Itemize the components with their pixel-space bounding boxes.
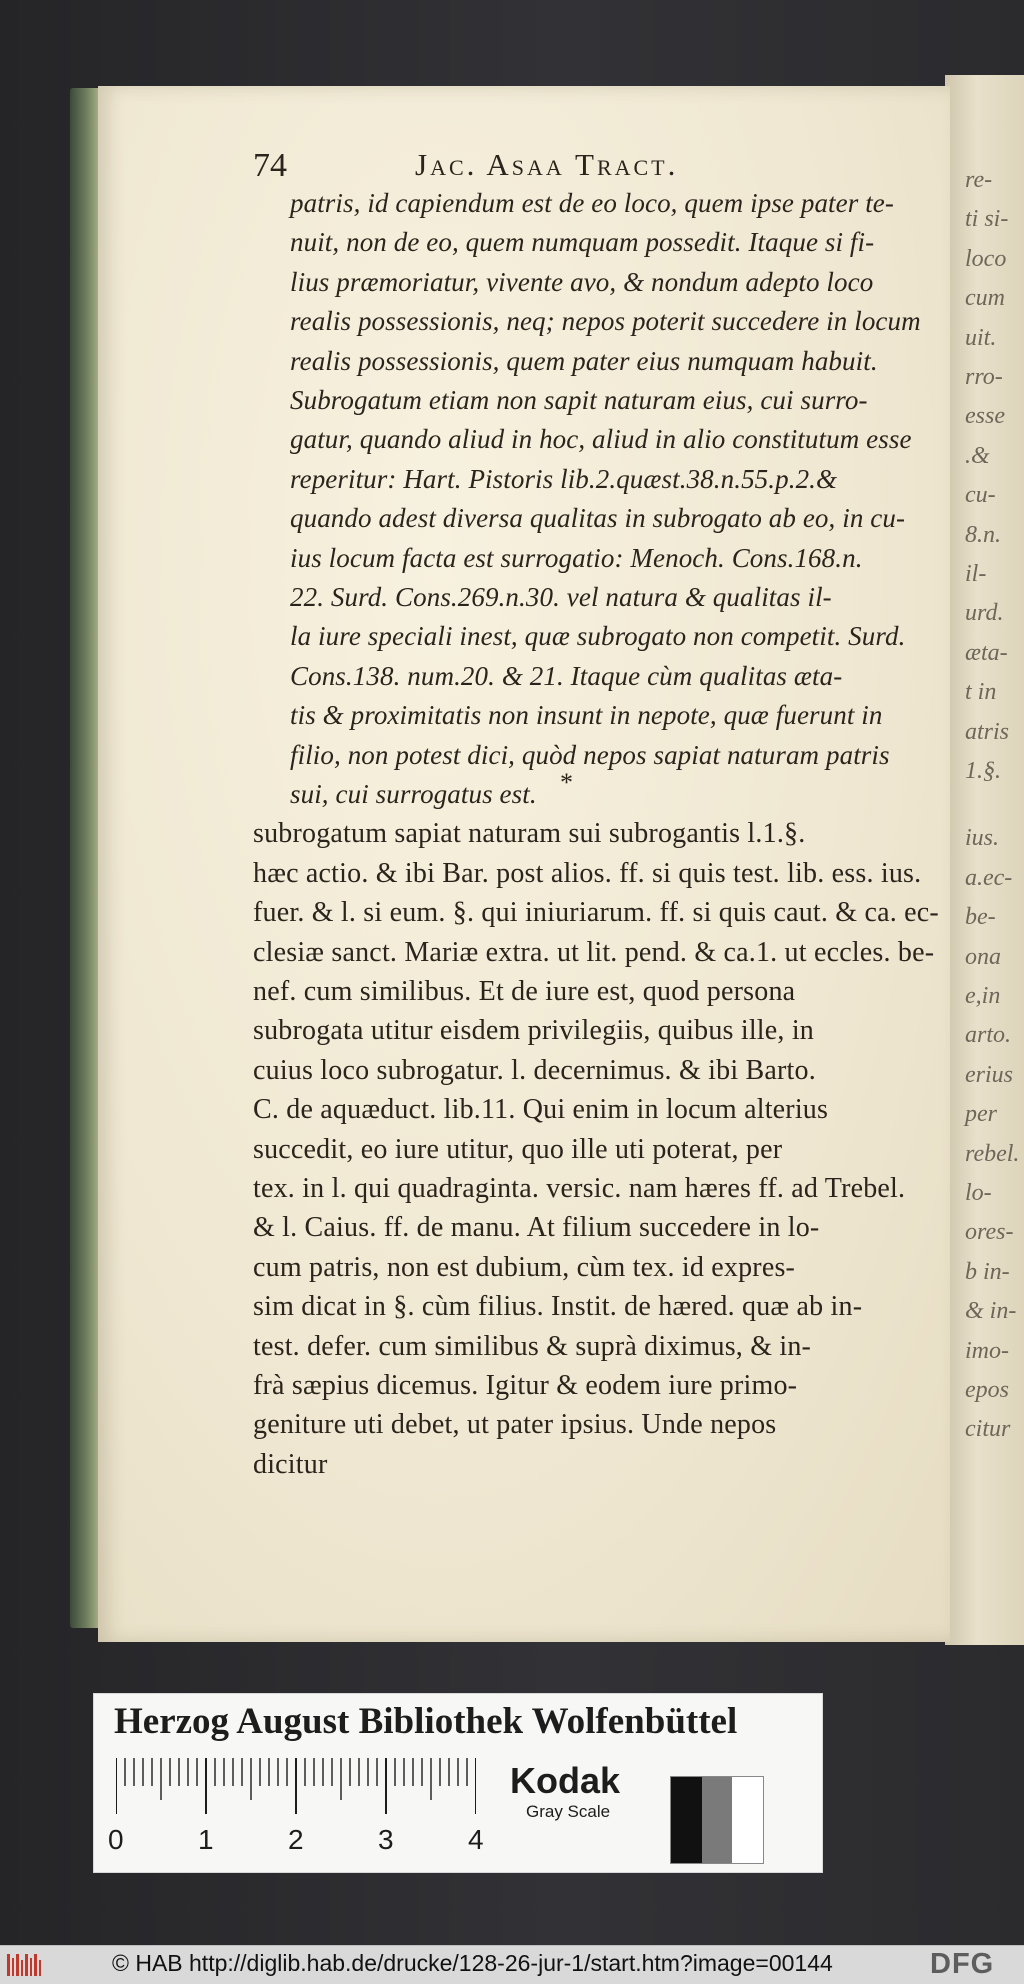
footer-bar (0, 1945, 1024, 1984)
adjacent-page-fragment: t in (965, 679, 997, 706)
adjacent-page-fragment: æta- (965, 639, 1008, 666)
adjacent-page-fragment: e,in (965, 983, 1001, 1009)
adjacent-page-fragment: imo- (965, 1337, 1009, 1364)
text-line: cuius loco subrogatur. l. decernimus. & ibi Barto. (253, 1054, 816, 1086)
adjacent-page-fragment: 1.§. (965, 758, 1001, 784)
adjacent-page-fragment: rebel. (965, 1140, 1020, 1167)
gray-swatch (702, 1777, 733, 1863)
text-line: 22. Surd. Cons.269.n.30. vel natura & qualitas il- (290, 582, 832, 612)
kodak-logo: Kodak (510, 1760, 621, 1801)
text-line: subrogata utitur eisdem privilegiis, quibus ille, in (253, 1015, 814, 1047)
hab-barcode-icon (6, 1952, 46, 1978)
text-line: cum patris, non est dubium, cùm tex. id expres- (253, 1251, 796, 1283)
text-line: tex. in l. qui quadraginta. versic. nam hæres ff. ad Trebel. (253, 1173, 906, 1204)
text-line: tis & proximitatis non insunt in nepote, quæ fuerunt in (290, 700, 883, 731)
text-line: hæc actio. & ibi Bar. post alios. ff. si quis test. lib. ess. ius. (253, 857, 922, 889)
text-line: dicitur (253, 1448, 328, 1480)
text-line: Cons.138. num.20. & 21. Itaque cùm qualitas æta- (290, 660, 843, 691)
text-line: realis possessionis, neq; nepos poterit succedere in locum (290, 306, 921, 337)
ruler-label: 2 (288, 1824, 304, 1855)
page-number: 74 (253, 147, 287, 184)
adjacent-page-fragment: cum (965, 285, 1005, 312)
adjacent-page-fragment: re- (965, 167, 993, 193)
text-line: la iure speciali inest, quæ subrogato non competit. Surd. (290, 621, 906, 652)
gray-scale-swatches (670, 1776, 764, 1864)
ruler-label: 0 (108, 1824, 124, 1855)
text-line: subrogatum sapiat naturam sui subrogantis l.1.§. (253, 818, 806, 850)
text-line: sui, cui surrogatus est. (290, 779, 537, 809)
adjacent-page-fragment: erius (965, 1061, 1013, 1088)
adjacent-page-fragment: cu- (965, 482, 996, 509)
adjacent-page-fragment: atris (965, 718, 1010, 745)
adjacent-page-fragment: arto. (965, 1022, 1012, 1049)
adjacent-page-fragment: per (965, 1101, 997, 1128)
adjacent-page-fragment: uit. (965, 324, 997, 351)
text-line: geniture uti debet, ut pater ipsius. Unde nepos (253, 1409, 777, 1441)
text-line: fuer. & l. si eum. §. qui iniuriarum. ff. si quis caut. & ca. ec- (253, 897, 939, 929)
adjacent-page-fragment: urd. (965, 600, 1004, 627)
adjacent-page-fragment: loco (965, 245, 1007, 272)
adjacent-page-fragment: 8.n. (965, 521, 1001, 548)
ruler-label: 4 (468, 1824, 484, 1855)
text-line: quando adest diversa qualitas in subrogato ab eo, in cu- (290, 503, 906, 534)
text-line: filio, non potest dici, quòd nepos sapiat naturam patris (290, 739, 890, 770)
ruler-scale (116, 1756, 476, 1816)
text-line: Subrogatum etiam non sapit naturam eius, cui surro- (290, 385, 868, 415)
adjacent-page-fragment: epos (965, 1377, 1009, 1403)
text-line: nuit, non de eo, quem numquam possedit. Itaque si fi- (290, 227, 875, 258)
adjacent-page-fragment: a.ec- (965, 864, 1013, 891)
running-head: Jac. Asaa Tract. (415, 147, 679, 182)
adjacent-page-fragment: il- (965, 561, 987, 587)
insertion-mark: * (560, 768, 573, 797)
text-line: test. defer. cum similibus & suprà diximus, & in- (253, 1330, 812, 1362)
page-header (253, 147, 933, 191)
adjacent-page-fragment: & in- (965, 1298, 1017, 1325)
text-line: ius locum facta est surrogatio: Menoch. Cons.168.n. (290, 542, 863, 573)
gray-swatch (671, 1777, 702, 1863)
footer-permalink[interactable]: © HAB http://diglib.hab.de/drucke/128-26-jur-1/start.htm?image=00144 (112, 1950, 833, 1976)
adjacent-page-fragment: ona (965, 943, 1001, 970)
text-line: & l. Caius. ff. de manu. At filium succedere in lo- (253, 1212, 820, 1244)
gray-swatch (732, 1777, 763, 1863)
text-line: nef. cum similibus. Et de iure est, quod persona (253, 976, 796, 1007)
text-line: patris, id capiendum est de eo loco, quem ipse pater te- (290, 188, 894, 218)
text-line: sim dicat in §. cùm filius. Instit. de hæred. quæ ab in- (253, 1291, 863, 1323)
ruler-label: 1 (198, 1824, 214, 1855)
text-line: reperitur: Hart. Pistoris lib.2.quæst.38.n.55.p.2.& (290, 463, 838, 494)
adjacent-page-fragment: esse (965, 403, 1005, 430)
adjacent-page-fragment: .& (965, 442, 990, 469)
text-line: C. de aquæduct. lib.11. Qui enim in locum alterius (253, 1094, 829, 1126)
adjacent-page-edge (945, 75, 1024, 1645)
adjacent-page-fragment: ores- (965, 1219, 1014, 1246)
adjacent-page-fragment: citur (965, 1416, 1011, 1443)
color-calibration-card (93, 1693, 823, 1873)
library-name: Herzog August Bibliothek Wolfenbüttel (114, 1701, 738, 1742)
adjacent-page-fragment: b in- (965, 1258, 1010, 1285)
gray-scale-label: Gray Scale (526, 1802, 611, 1821)
text-line: succedit, eo iure utitur, quo ille uti poterat, per (253, 1133, 783, 1165)
text-line: frà sæpius dicemus. Igitur & eodem iure primo- (253, 1370, 798, 1401)
adjacent-page-fragment: lo- (965, 1180, 992, 1206)
adjacent-page-fragment: ius. (965, 825, 1000, 852)
dfg-logo: DFG (930, 1948, 995, 1980)
ruler-label: 3 (378, 1824, 394, 1855)
adjacent-page-fragment: rro- (965, 364, 1003, 390)
text-line: clesiæ sanct. Mariæ extra. ut lit. pend. & ca.1. ut eccles. be- (253, 936, 935, 968)
text-line: realis possessionis, quem pater eius numquam habuit. (290, 345, 878, 376)
adjacent-page-fragment: ti si- (965, 206, 1009, 233)
adjacent-page-fragment: be- (965, 904, 996, 931)
text-line: gatur, quando aliud in hoc, aliud in alio constitutum esse (290, 424, 912, 455)
text-line: lius præmoriatur, vivente avo, & nondum adepto loco (290, 266, 874, 297)
